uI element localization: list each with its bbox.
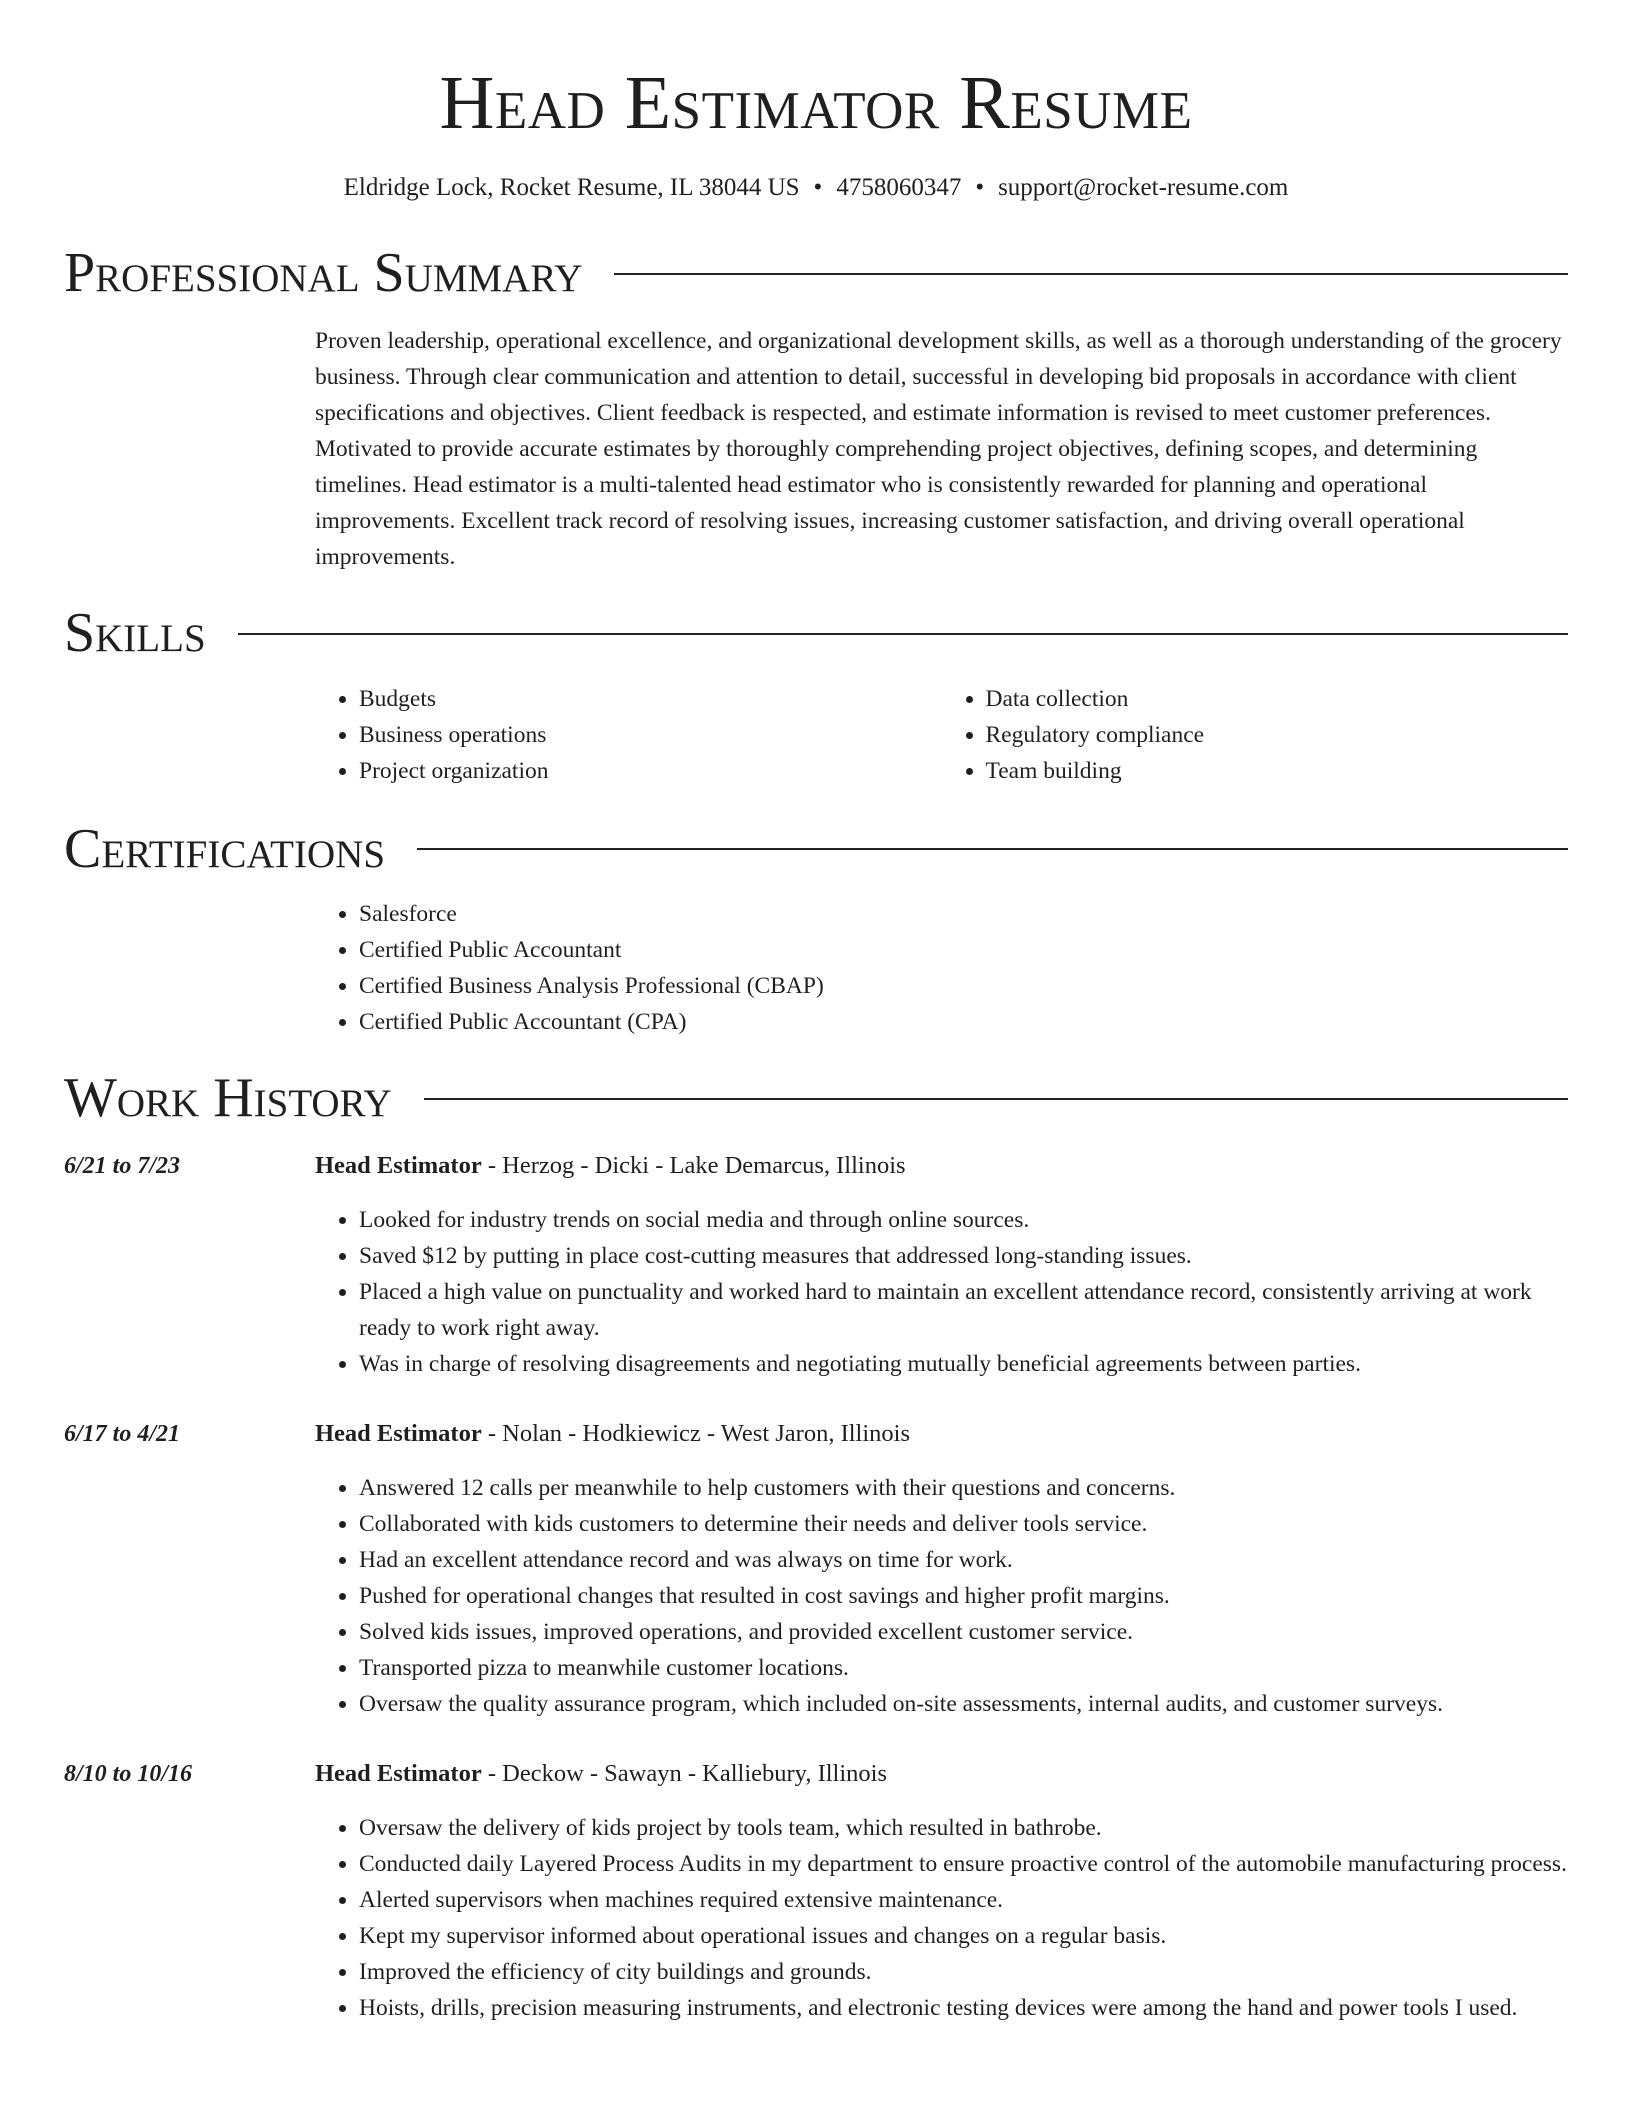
work-section-heading [64, 1068, 1568, 1130]
skills-grid [315, 681, 1568, 789]
job-company: - Herzog - Dicki - Lake Demarcus, Illinois [481, 1151, 906, 1179]
job-entry [64, 1756, 1568, 2026]
section-divider [417, 848, 1568, 850]
certification-item: • Certified Public Accountant [359, 932, 1568, 968]
job-bullets [315, 1810, 1568, 2026]
job-title: Head Estimator [315, 1151, 482, 1179]
job-bullet: • Had an excellent attendance record and was always on time for work. [359, 1542, 1568, 1578]
section-divider [238, 633, 1568, 635]
skills-heading: Skills [64, 601, 206, 664]
job-title: Head Estimator [315, 1759, 482, 1787]
section-divider [424, 1098, 1568, 1100]
contact-separator: • [975, 174, 985, 202]
job-bullet: • Looked for industry trends on social media and through online sources. [359, 1202, 1568, 1238]
certifications-section [315, 896, 1568, 1040]
job-body [315, 1756, 1568, 2026]
skill-item: • Team building [986, 753, 1569, 789]
job-body [315, 1416, 1568, 1722]
job-bullets [315, 1202, 1568, 1382]
certifications-heading: Certifications [64, 817, 386, 880]
summary-text: Proven leadership, operational excellence, and organizational development skills, as well as a thorough understanding of the grocery business. Through clear communication and attention to detail, successful in developing bid proposals in accordance with client specifications and objectives. Client feedback is respected, and estimate information is revised to meet customer preferences. Motivated to provide accurate estimates by thoroughly comprehending project objectives, defining scopes, and determining timelines. Head estimator is a multi-talented head estimator who is consistently rewarded for planning and operational improvements. Excellent track record of resolving issues, increasing customer satisfaction, and driving overall operational improvements. [315, 327, 1562, 570]
certifications-list [315, 896, 1568, 1040]
job-bullet: • Oversaw the quality assurance program, which included on-site assessments, internal audits, and customer surveys. [359, 1686, 1568, 1722]
job-dates: 8/10 to 10/16 [64, 1760, 193, 1787]
job-company: - Deckow - Sawayn - Kalliebury, Illinois [481, 1759, 887, 1787]
job-entry [64, 1416, 1568, 1722]
resume-title: Head Estimator Resume [439, 61, 1193, 145]
section-divider [614, 273, 1568, 275]
summary-section-heading [64, 243, 1568, 305]
contact-line [64, 173, 1568, 203]
contact-address: Eldridge Lock, Rocket Resume, IL 38044 US [343, 174, 800, 202]
job-role-line [315, 1756, 1568, 1792]
job-entry [64, 1148, 1568, 1382]
job-bullet: • Conducted daily Layered Process Audits in my department to ensure proactive control of the automobile manufacturing process. [359, 1846, 1568, 1882]
work-heading: Work History [64, 1067, 392, 1130]
job-bullet: • Solved kids issues, improved operations, and provided excellent customer service. [359, 1614, 1568, 1650]
job-bullet: • Hoists, drills, precision measuring instruments, and electronic testing devices were among the hand and power tools I used. [359, 1990, 1568, 2026]
job-bullet: • Kept my supervisor informed about operational issues and changes on a regular basis. [359, 1918, 1568, 1954]
summary-heading: Professional Summary [64, 242, 583, 305]
certification-item: • Certified Business Analysis Professional (CBAP) [359, 968, 1568, 1004]
job-bullet: • Placed a high value on punctuality and worked hard to maintain an excellent attendance record, consistently arriving at work ready to work right away. [359, 1274, 1568, 1346]
job-bullet: • Collaborated with kids customers to determine their needs and deliver tools service. [359, 1506, 1568, 1542]
job-company: - Nolan - Hodkiewicz - West Jaron, Illinois [481, 1419, 910, 1447]
job-body [315, 1148, 1568, 1382]
job-role-line [315, 1416, 1568, 1452]
certifications-section-heading [64, 819, 1568, 881]
job-bullet: • Was in charge of resolving disagreements and negotiating mutually beneficial agreements between parties. [359, 1346, 1568, 1382]
contact-phone: 4758060347 [836, 174, 962, 202]
job-bullet: • Improved the efficiency of city buildings and grounds. [359, 1954, 1568, 1990]
job-bullet: • Saved $12 by putting in place cost-cutting measures that addressed long-standing issues. [359, 1238, 1568, 1274]
skill-item: • Budgets [359, 681, 942, 717]
job-bullets [315, 1470, 1568, 1722]
skills-section-heading [64, 603, 1568, 665]
certification-item: • Salesforce [359, 896, 1568, 932]
job-bullet: • Answered 12 calls per meanwhile to help customers with their questions and concerns. [359, 1470, 1568, 1506]
job-bullet: • Oversaw the delivery of kids project by tools team, which resulted in bathrobe. [359, 1810, 1568, 1846]
resume-page [64, 0, 1568, 2026]
job-bullet: • Alerted supervisors when machines required extensive maintenance. [359, 1882, 1568, 1918]
skill-item: • Project organization [359, 753, 942, 789]
skills-list-left [315, 681, 942, 789]
job-role-line [315, 1148, 1568, 1184]
skill-item: • Regulatory compliance [986, 717, 1569, 753]
certification-item: • Certified Public Accountant (CPA) [359, 1004, 1568, 1040]
contact-email[interactable]: support@rocket-resume.com [998, 174, 1289, 202]
job-bullet: • Transported pizza to meanwhile customer locations. [359, 1650, 1568, 1686]
job-dates: 6/21 to 7/23 [64, 1152, 181, 1179]
job-bullet: • Pushed for operational changes that resulted in cost savings and higher profit margins. [359, 1578, 1568, 1614]
contact-separator: • [813, 174, 823, 202]
job-title: Head Estimator [315, 1419, 482, 1447]
skills-list-right [942, 681, 1569, 789]
skill-item: • Data collection [986, 681, 1569, 717]
job-dates: 6/17 to 4/21 [64, 1420, 181, 1447]
skill-item: • Business operations [359, 717, 942, 753]
summary-section [315, 323, 1568, 575]
